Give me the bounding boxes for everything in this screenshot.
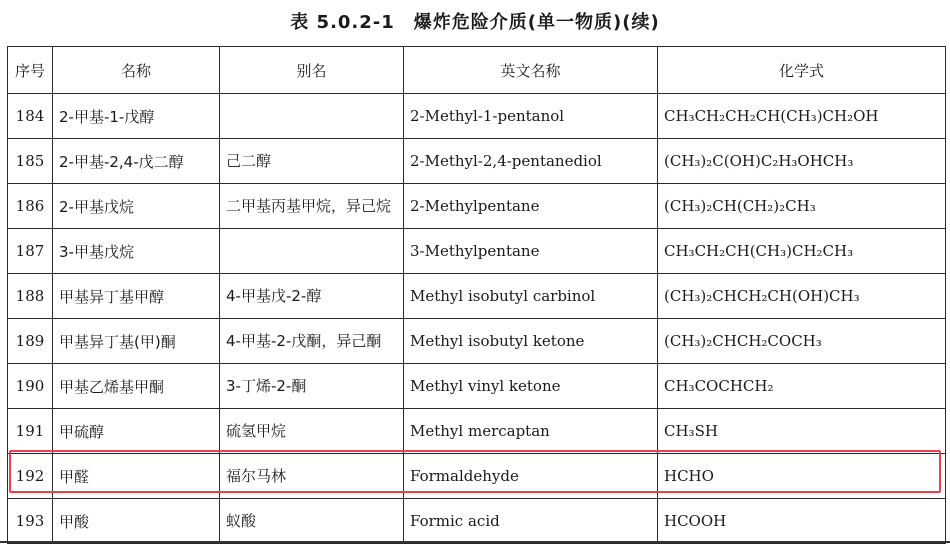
row-english: 3-Methylpentane	[404, 229, 658, 274]
table-header-row	[8, 47, 946, 94]
row-name: 3-甲基戊烷	[53, 229, 220, 274]
row-english: 2-Methyl-2,4-pentanediol	[404, 139, 658, 184]
row-formula: CH₃COCHCH₂	[658, 364, 946, 409]
row-index: 185	[8, 139, 53, 184]
row-formula: CH₃CH₂CH(CH₃)CH₂CH₃	[658, 229, 946, 274]
table-row	[8, 499, 946, 544]
header-formula: 化学式	[658, 47, 946, 94]
table-title: 表 5.0.2-1 爆炸危险介质(单一物质)(续)	[290, 12, 660, 33]
row-english: 2-Methyl-1-pentanol	[404, 94, 658, 139]
row-formula: (CH₃)₂CHCH₂CH(OH)CH₃	[658, 274, 946, 319]
table-row-highlighted	[8, 454, 946, 499]
row-formula: HCHO	[658, 454, 946, 499]
bottom-divider	[0, 541, 950, 543]
row-name: 甲基异丁基甲醇	[53, 274, 220, 319]
header-english: 英文名称	[404, 47, 658, 94]
row-index: 193	[8, 499, 53, 544]
row-index: 187	[8, 229, 53, 274]
row-alias: 蚁酸	[220, 499, 404, 544]
row-index: 184	[8, 94, 53, 139]
header-index: 序号	[8, 47, 53, 94]
row-name: 甲基乙烯基甲酮	[53, 364, 220, 409]
row-name: 2-甲基戊烷	[53, 184, 220, 229]
row-english: Formaldehyde	[404, 454, 658, 499]
row-formula: (CH₃)₂CHCH₂COCH₃	[658, 319, 946, 364]
row-alias: 己二醇	[220, 139, 404, 184]
row-alias: 福尔马林	[220, 454, 404, 499]
row-alias	[220, 94, 404, 139]
row-english: Methyl isobutyl carbinol	[404, 274, 658, 319]
row-english: 2-Methylpentane	[404, 184, 658, 229]
row-name: 2-甲基-1-戊醇	[53, 94, 220, 139]
row-formula: (CH₃)₂C(OH)C₂H₃OHCH₃	[658, 139, 946, 184]
table-row	[8, 319, 946, 364]
table-row	[8, 184, 946, 229]
row-index: 186	[8, 184, 53, 229]
row-name: 甲基异丁基(甲)酮	[53, 319, 220, 364]
row-formula: (CH₃)₂CH(CH₂)₂CH₃	[658, 184, 946, 229]
row-english: Methyl isobutyl ketone	[404, 319, 658, 364]
row-alias	[220, 229, 404, 274]
row-index: 189	[8, 319, 53, 364]
row-english: Methyl mercaptan	[404, 409, 658, 454]
table-row	[8, 364, 946, 409]
table-row	[8, 139, 946, 184]
row-alias: 硫氢甲烷	[220, 409, 404, 454]
row-name: 甲酸	[53, 499, 220, 544]
row-name: 甲硫醇	[53, 409, 220, 454]
row-formula: CH₃CH₂CH₂CH(CH₃)CH₂OH	[658, 94, 946, 139]
row-formula: CH₃SH	[658, 409, 946, 454]
row-index: 188	[8, 274, 53, 319]
row-alias: 二甲基丙基甲烷，异己烷	[220, 184, 404, 229]
header-name: 名称	[53, 47, 220, 94]
row-name: 2-甲基-2,4-戊二醇	[53, 139, 220, 184]
table-row	[8, 274, 946, 319]
row-index: 192	[8, 454, 53, 499]
row-alias: 3-丁烯-2-酮	[220, 364, 404, 409]
table-row	[8, 409, 946, 454]
row-index: 190	[8, 364, 53, 409]
row-alias: 4-甲基戊-2-醇	[220, 274, 404, 319]
row-alias: 4-甲基-2-戊酮，异己酮	[220, 319, 404, 364]
row-formula: HCOOH	[658, 499, 946, 544]
hazard-media-table	[7, 46, 946, 544]
table-row	[8, 94, 946, 139]
row-index: 191	[8, 409, 53, 454]
header-alias: 别名	[220, 47, 404, 94]
row-english: Formic acid	[404, 499, 658, 544]
row-english: Methyl vinyl ketone	[404, 364, 658, 409]
row-name: 甲醛	[53, 454, 220, 499]
table-row	[8, 229, 946, 274]
